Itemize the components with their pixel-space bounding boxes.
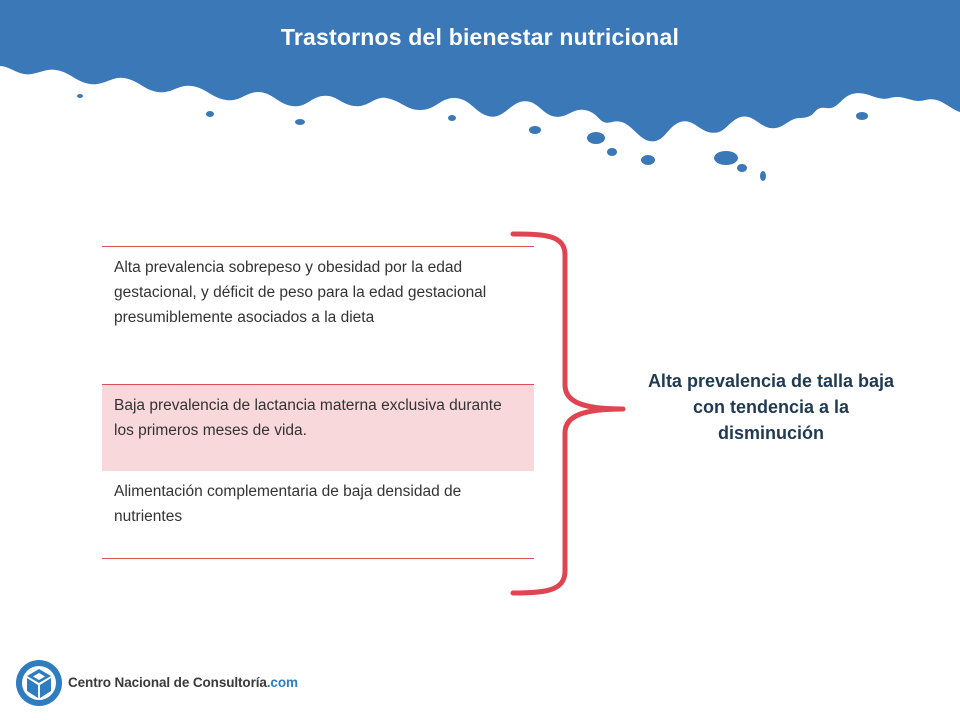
factor-row: Alimentación complementaria de baja densidad de nutrientes: [102, 471, 534, 558]
page-title: Trastornos del bienestar nutricional: [280, 24, 680, 50]
factors-table: [102, 246, 534, 559]
logo-suffix: .com: [266, 675, 298, 690]
curly-brace: [505, 225, 635, 605]
logo-wordmark: [68, 675, 298, 690]
factor-row: Baja prevalencia de lactancia materna exclusiva durante los primeros meses de vida.: [102, 385, 534, 471]
cube-logo-icon: [14, 658, 64, 708]
logo-name: Centro Nacional de Consultoría: [68, 675, 267, 690]
company-logo: [14, 658, 298, 714]
factor-row: Alta prevalencia sobrepeso y obesidad por la edad gestacional, y déficit de peso para la edad gestacional presumiblemente asociados a la dieta: [102, 247, 534, 385]
outcome-text: Alta prevalencia de talla baja con tendencia a la disminución: [647, 371, 895, 443]
